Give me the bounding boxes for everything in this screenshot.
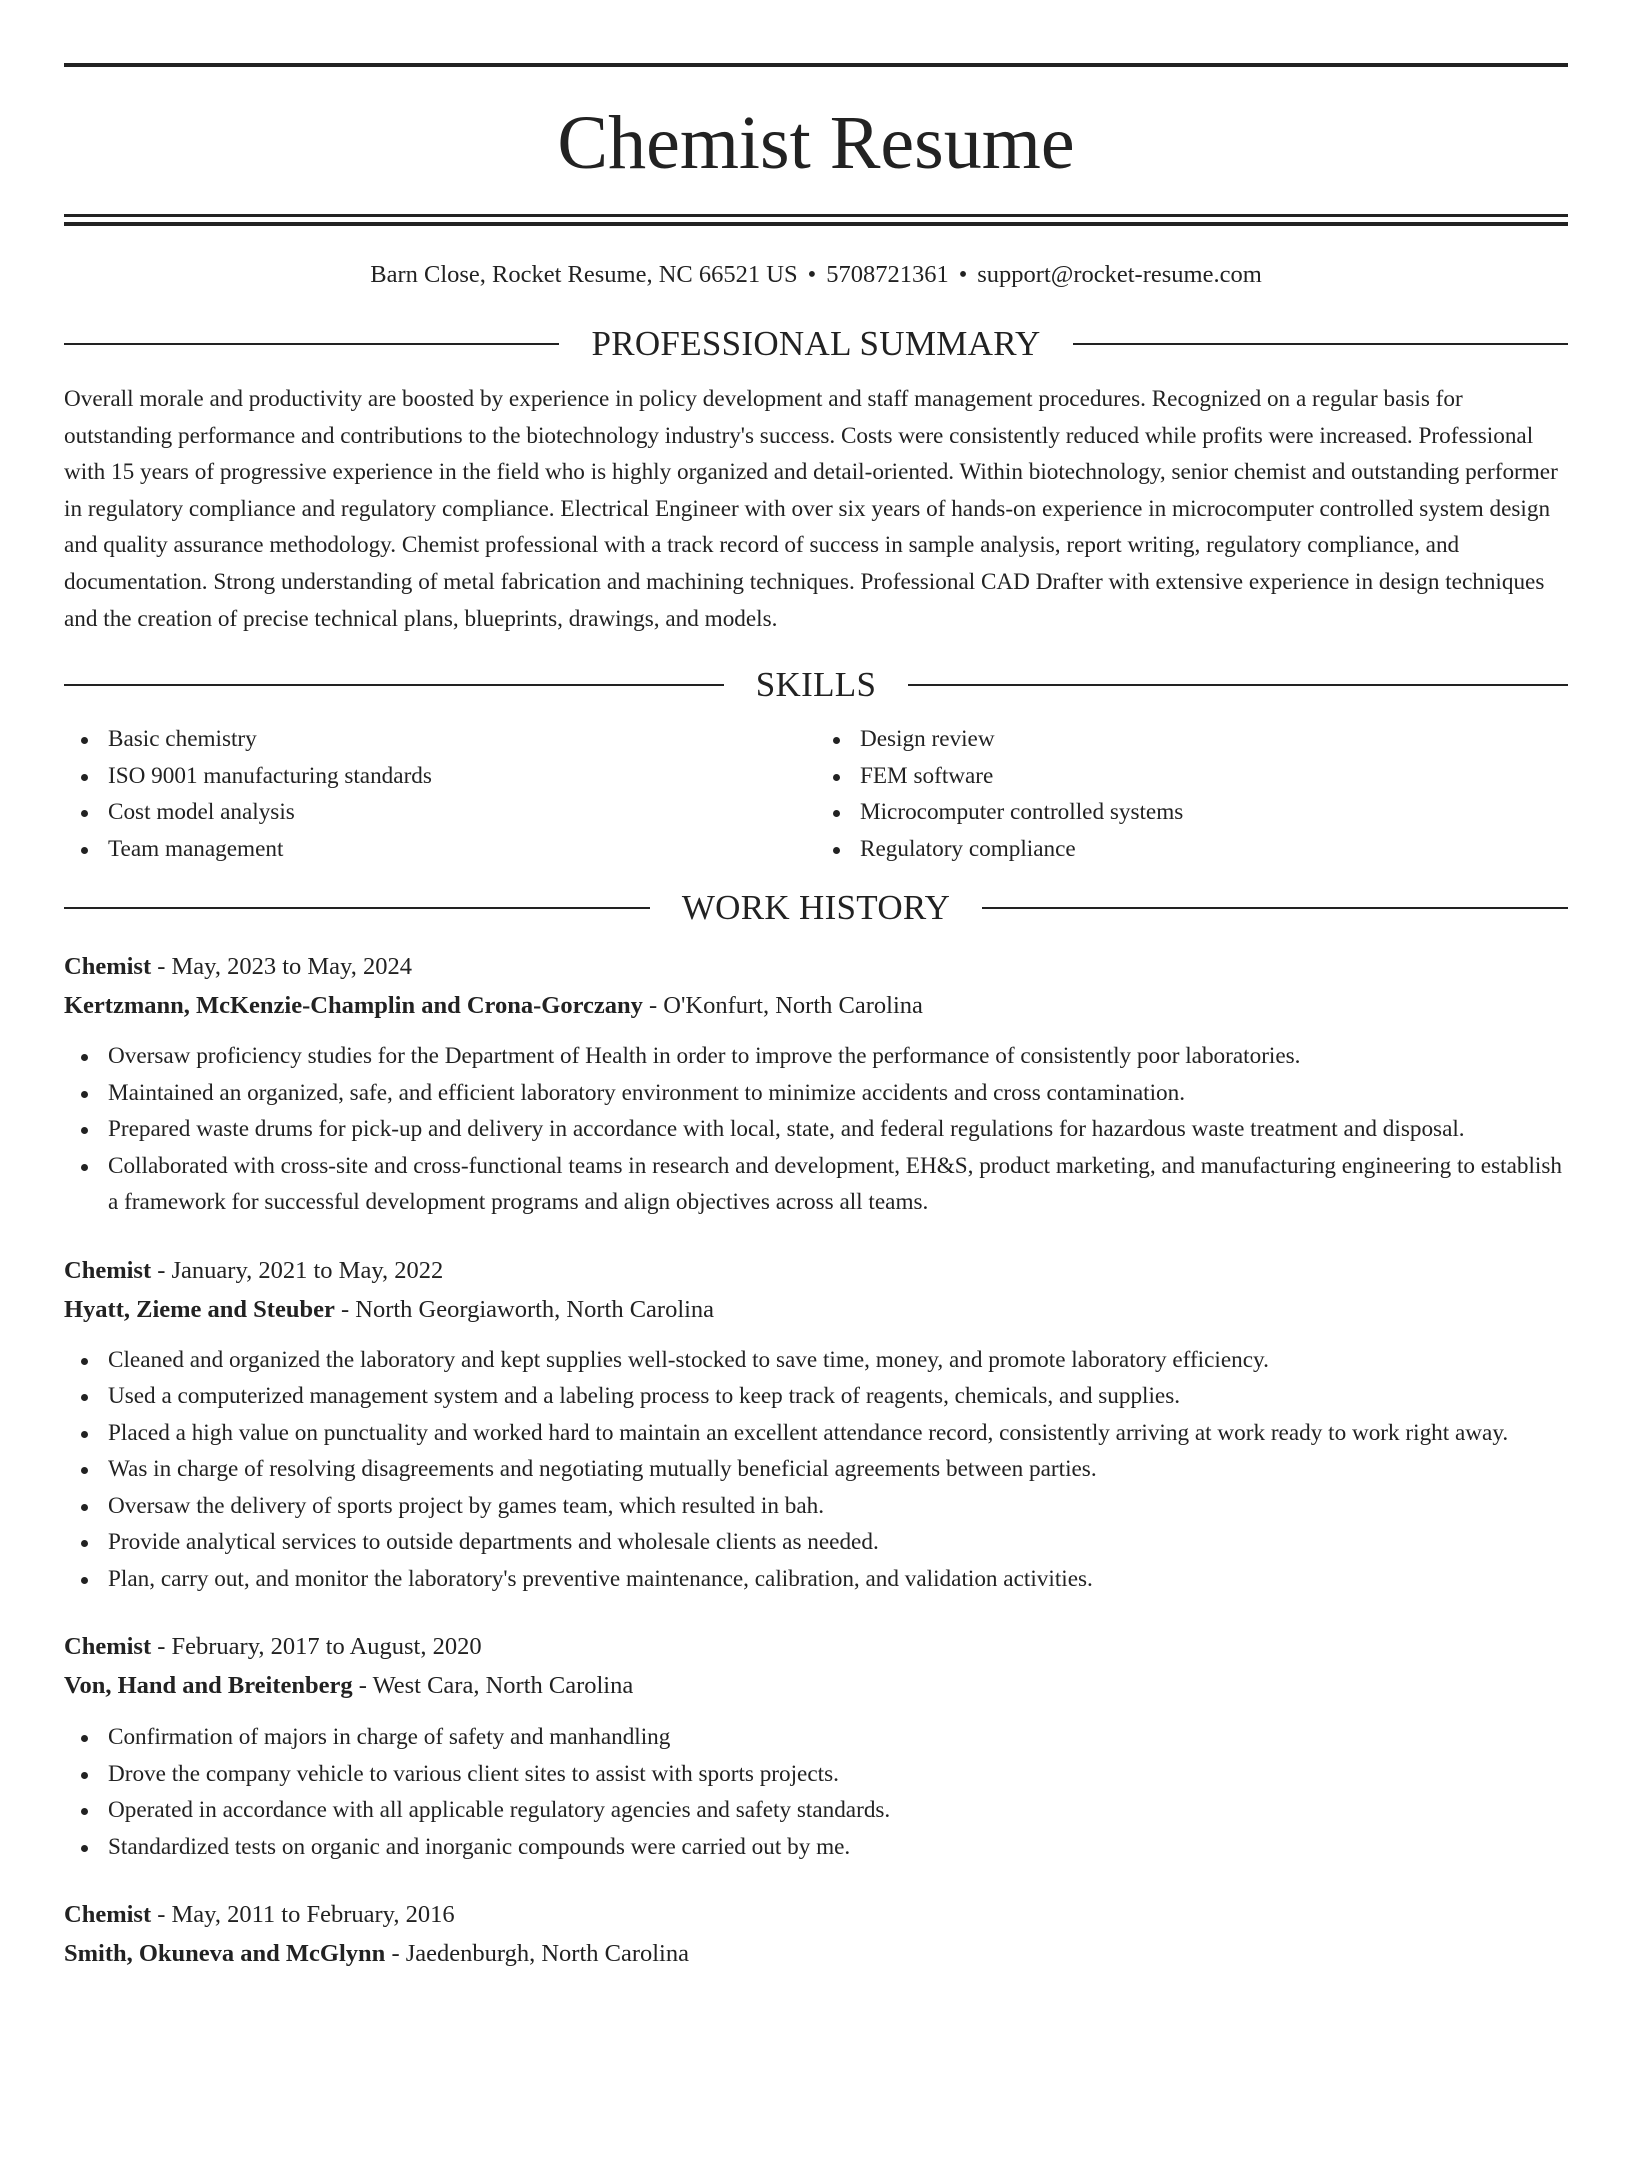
summary-heading-text: PROFESSIONAL SUMMARY <box>591 324 1041 363</box>
job-duty: Prepared waste drums for pick-up and delivery in accordance with local, state, and federal regulations for hazardous waste treatment and disposal. <box>64 1111 1568 1148</box>
heading-rule-left <box>64 684 724 686</box>
heading-rule-left <box>64 343 559 345</box>
job-duty: Operated in accordance with all applicable regulatory agencies and safety standards. <box>64 1792 1568 1829</box>
job-dates: - May, 2023 to May, 2024 <box>157 953 412 981</box>
job-company-line <box>64 986 1568 1025</box>
job-company: Kertzmann, McKenzie-Champlin and Crona-Gorczany <box>64 992 643 1020</box>
job-location: - Jaedenburgh, North Carolina <box>391 1940 689 1968</box>
title-double-divider <box>64 214 1568 226</box>
job-duty: Collaborated with cross-site and cross-functional teams in research and development, EH&S, product marketing, and manufacturing engineering to establish a framework for successful development programs and align objectives across all teams. <box>64 1148 1568 1221</box>
job-location: - North Georgiaworth, North Carolina <box>340 1295 715 1323</box>
job-duty: Maintained an organized, safe, and efficient laboratory environment to minimize accidents and cross contamination. <box>64 1075 1568 1112</box>
job-company: Von, Hand and Breitenberg <box>64 1672 353 1700</box>
job-duty: Used a computerized management system and a labeling process to keep track of reagents, chemicals, and supplies. <box>64 1378 1568 1415</box>
summary-text: Overall morale and productivity are boosted by experience in policy development and staff management procedures. Recognized on a regular basis for outstanding performance and contributions to the biotechnology industry's success. Costs were consistently reduced while profits were increased. Professional with 15 years of progressive experience in the field who is highly organized and detail-oriented. Within biotechnology, senior chemist and outstanding performer in regulatory compliance and regulatory compliance. Electrical Engineer with over six years of hands-on experience in microcomputer controlled system design and quality assurance methodology. Chemist professional with a track record of success in sample analysis, report writing, regulatory compliance, and documentation. Strong understanding of metal fabrication and machining techniques. Professional CAD Drafter with extensive experience in design techniques and the creation of precise technical plans, blueprints, drawings, and models. <box>64 386 1558 632</box>
skill-item: Design review <box>816 721 1568 758</box>
job-title: Chemist <box>64 1901 152 1929</box>
job-dates: - May, 2011 to February, 2016 <box>157 1901 455 1929</box>
job-duties <box>64 1038 1568 1221</box>
job-dates: - February, 2017 to August, 2020 <box>157 1633 482 1661</box>
skill-item: Regulatory compliance <box>816 831 1568 868</box>
job-entry <box>64 947 1568 1221</box>
work-heading <box>64 884 1568 932</box>
job-duty: Oversaw proficiency studies for the Department of Health in order to improve the performance of consistently poor laboratories. <box>64 1038 1568 1075</box>
job-duty: Drove the company vehicle to various client sites to assist with sports projects. <box>64 1756 1568 1793</box>
top-divider <box>64 63 1568 67</box>
job-title-line <box>64 1251 1568 1290</box>
job-duty: Plan, carry out, and monitor the laboratory's preventive maintenance, calibration, and validation activities. <box>64 1561 1568 1598</box>
skills-column-right <box>816 721 1568 867</box>
job-duty: Placed a high value on punctuality and worked hard to maintain an excellent attendance record, consistently arriving at work ready to work right away. <box>64 1415 1568 1452</box>
contact-address: Barn Close, Rocket Resume, NC 66521 US <box>370 261 798 288</box>
job-entry <box>64 1895 1568 1973</box>
job-location: - O'Konfurt, North Carolina <box>649 992 923 1020</box>
skill-item: Basic chemistry <box>64 721 816 758</box>
job-company: Smith, Okuneva and McGlynn <box>64 1940 386 1968</box>
contact-separator: • <box>807 261 817 288</box>
job-location: - West Cara, North Carolina <box>358 1672 634 1700</box>
work-heading-text: WORK HISTORY <box>681 888 951 928</box>
summary-heading <box>64 320 1568 368</box>
heading-rule-right <box>1073 343 1568 345</box>
skill-item: Team management <box>64 831 816 868</box>
job-title: Chemist <box>64 1256 152 1284</box>
job-company-line <box>64 1934 1568 1973</box>
job-duty: Oversaw the delivery of sports project by games team, which resulted in bah. <box>64 1488 1568 1525</box>
job-title-line <box>64 1895 1568 1934</box>
heading-rule-left <box>64 907 650 909</box>
job-dates: - January, 2021 to May, 2022 <box>157 1256 444 1284</box>
job-title: Chemist <box>64 1633 152 1661</box>
job-company-line <box>64 1666 1568 1705</box>
job-duty: Standardized tests on organic and inorganic compounds were carried out by me. <box>64 1829 1568 1866</box>
heading-rule-right <box>982 907 1568 909</box>
resume-title: Chemist Resume <box>557 101 1075 185</box>
contact-separator: • <box>958 261 968 288</box>
resume-page <box>0 63 1632 2175</box>
job-duties <box>64 1719 1568 1865</box>
skills-heading-text: SKILLS <box>755 665 877 705</box>
skill-item: ISO 9001 manufacturing standards <box>64 758 816 795</box>
job-entry <box>64 1627 1568 1865</box>
job-duty: Provide analytical services to outside departments and wholesale clients as needed. <box>64 1524 1568 1561</box>
contact-email: support@rocket-resume.com <box>977 261 1262 288</box>
contact-line <box>64 260 1568 290</box>
skills-heading <box>64 661 1568 709</box>
skill-item: Cost model analysis <box>64 794 816 831</box>
job-duty: Cleaned and organized the laboratory and kept supplies well-stocked to save time, money, and promote laboratory efficiency. <box>64 1342 1568 1379</box>
job-title-line <box>64 947 1568 986</box>
job-duty: Was in charge of resolving disagreements and negotiating mutually beneficial agreements between parties. <box>64 1451 1568 1488</box>
job-title: Chemist <box>64 953 152 981</box>
heading-rule-right <box>908 684 1568 686</box>
skill-item: Microcomputer controlled systems <box>816 794 1568 831</box>
job-company: Hyatt, Zieme and Steuber <box>64 1295 335 1323</box>
job-duties <box>64 1342 1568 1598</box>
skills-list <box>64 721 1568 867</box>
skill-item: FEM software <box>816 758 1568 795</box>
skills-column-left <box>64 721 816 867</box>
job-company-line <box>64 1290 1568 1329</box>
job-entry <box>64 1251 1568 1598</box>
job-duty: Confirmation of majors in charge of safety and manhandling <box>64 1719 1568 1756</box>
job-title-line <box>64 1627 1568 1666</box>
contact-phone: 5708721361 <box>826 261 949 288</box>
